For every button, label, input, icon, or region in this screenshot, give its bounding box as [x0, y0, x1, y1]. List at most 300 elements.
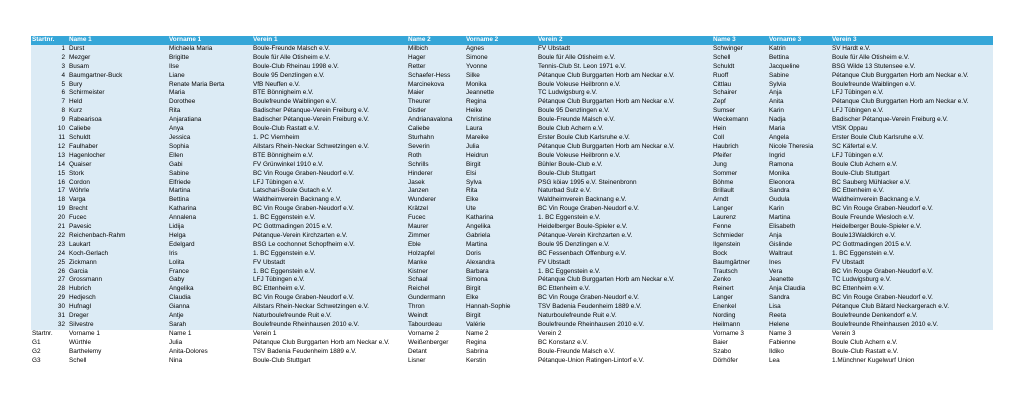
table-cell: BC Sauberg Mühlacker e.V. — [831, 179, 993, 188]
table-row — [31, 268, 993, 277]
table-cell: Pétanque-Verein Kirchzarten e.V. — [252, 232, 407, 241]
table-cell: Lea — [768, 357, 831, 366]
table-cell: Brigitte — [168, 54, 252, 63]
table-cell: Boule für Alle Ötisheim e.V. — [252, 54, 407, 63]
table-cell: Gabriela — [465, 232, 537, 241]
table-cell: Gianna — [168, 303, 252, 312]
table-cell: Schuldt — [68, 134, 168, 143]
secondary-header-row — [31, 330, 993, 339]
table-cell: Kerstin — [465, 357, 537, 366]
table-cell: Pétanque Club Burggarten Horb am Neckar e.V. — [252, 339, 407, 348]
table-cell: Rabearisoa — [68, 116, 168, 125]
table-cell: Baumgartner-Buck — [68, 72, 168, 81]
table-row — [31, 312, 993, 321]
table-cell: 1 — [31, 45, 68, 54]
table-cell: Garcia — [68, 268, 168, 277]
table-cell: Caliebe — [68, 125, 168, 134]
table-cell: Rita — [465, 187, 537, 196]
table-cell: 2 — [31, 54, 68, 63]
table-cell: Brecht — [68, 205, 168, 214]
column-header-vorname-1: Vorname 1 — [168, 36, 252, 45]
table-cell: Schrills — [407, 161, 465, 170]
table-cell: BSG Le cochonnet Schopfheim e.V. — [252, 241, 407, 250]
table-cell: LFJ Tübingen e.V. — [252, 276, 407, 285]
table-cell: Elke — [465, 196, 537, 205]
table-cell: Sturhahn — [407, 134, 465, 143]
table-cell: Böhme — [712, 179, 768, 188]
table-cell: Karin — [768, 205, 831, 214]
table-cell: BC Vin Rouge Graben-Neudorf e.V. — [831, 268, 993, 277]
table-row — [31, 63, 993, 72]
table-cell: Reichel — [407, 285, 465, 294]
table-cell: Sabine — [768, 72, 831, 81]
table-cell: Elsi — [465, 170, 537, 179]
secondary-column-header: Vorname 3 — [712, 330, 768, 339]
table-cell: Ramona — [768, 161, 831, 170]
table-cell: 22 — [31, 232, 68, 241]
table-row — [31, 303, 993, 312]
table-cell: Lidija — [168, 223, 252, 232]
table-cell: Ilgenstein — [712, 241, 768, 250]
table-cell: 25 — [31, 259, 68, 268]
table-cell: Stork — [68, 170, 168, 179]
table-cell: Boule 95 Denzlingen e.V. — [252, 72, 407, 81]
table-cell: Naturbad Sulz e.V. — [537, 187, 712, 196]
secondary-column-header: Vorname 2 — [407, 330, 465, 339]
table-cell: Hannah-Sophie — [465, 303, 537, 312]
table-cell: Pétanque-Verein Kirchzarten e.V. — [537, 232, 712, 241]
table-cell: 1. BC Eggenstein e.V. — [252, 214, 407, 223]
table-cell: Dreger — [68, 312, 168, 321]
table-cell: Hufnagl — [68, 303, 168, 312]
guest-team-row — [31, 348, 993, 357]
table-cell: Janzen — [407, 187, 465, 196]
table-cell: Ellen — [168, 152, 252, 161]
table-cell: Enenkel — [712, 303, 768, 312]
table-cell: Fabienne — [768, 339, 831, 348]
table-row — [31, 205, 993, 214]
table-cell: Lolita — [168, 259, 252, 268]
table-cell: Durst — [68, 45, 168, 54]
table-cell: Bettina — [768, 54, 831, 63]
table-cell: Anita — [768, 98, 831, 107]
table-row — [31, 294, 993, 303]
table-cell: Bock — [712, 250, 768, 259]
table-cell: Reinert — [712, 285, 768, 294]
secondary-column-header: Name 2 — [465, 330, 537, 339]
table-cell: BC Fessenbach Offenburg e.V. — [537, 250, 712, 259]
table-cell: Boulefreunde Rheinhausen 2010 e.V. — [831, 321, 993, 330]
table-cell: FV Ubstadt — [831, 259, 993, 268]
table-cell: Tabourdeau — [407, 321, 465, 330]
table-cell: Pétanque Club Burggarten Horb am Neckar e.V. — [537, 72, 712, 81]
table-cell: Severin — [407, 143, 465, 152]
table-cell: 4 — [31, 72, 68, 81]
table-cell: 1. BC Eggenstein e.V. — [537, 268, 712, 277]
table-cell: Valérie — [465, 321, 537, 330]
table-cell: Pavesic — [68, 223, 168, 232]
table-cell: Kistner — [407, 268, 465, 277]
table-cell: Pétanque Club Bätard Neckargerach e.V. — [831, 303, 993, 312]
table-cell: Baier — [712, 339, 768, 348]
table-cell: Marcinekova — [407, 81, 465, 90]
table-cell: Grossmann — [68, 276, 168, 285]
table-cell: Antje — [168, 312, 252, 321]
table-cell: Helene — [768, 321, 831, 330]
table-cell: Heidelberger Boule-Spieler e.V. — [537, 223, 712, 232]
table-cell: Ingrid — [768, 152, 831, 161]
table-cell: 1.Münchner Kugelwurf Union — [831, 357, 993, 366]
table-row — [31, 125, 993, 134]
table-cell: Koch-Gerlach — [68, 250, 168, 259]
guest-team-row — [31, 339, 993, 348]
table-cell: Waldheimverein Backnang e.V. — [831, 196, 993, 205]
table-cell: BC Ettenheim e.V. — [537, 285, 712, 294]
table-cell: FV Ubstadt — [537, 259, 712, 268]
table-cell: Yvonne — [465, 63, 537, 72]
table-cell: Caliebe — [407, 125, 465, 134]
table-cell: Roth — [407, 152, 465, 161]
table-cell: Hager — [407, 54, 465, 63]
table-cell: 1. BC Eggenstein e.V. — [537, 214, 712, 223]
table-cell: Sumser — [712, 107, 768, 116]
table-cell: Mezger — [68, 54, 168, 63]
table-cell: Schmieder — [712, 232, 768, 241]
table-cell: 8 — [31, 107, 68, 116]
table-cell: 18 — [31, 196, 68, 205]
table-cell: Martina — [168, 187, 252, 196]
table-cell: Vera — [768, 268, 831, 277]
table-cell: Zickmann — [68, 259, 168, 268]
table-cell: LFJ Tübingen e.V. — [831, 89, 993, 98]
table-row — [31, 107, 993, 116]
table-cell: Boule-Club Rheinau 1998 e.V. — [252, 63, 407, 72]
table-row — [31, 81, 993, 90]
table-cell: Liane — [168, 72, 252, 81]
table-cell: Angela — [768, 134, 831, 143]
table-cell: Pfeifer — [712, 152, 768, 161]
table-cell: Sylvia — [768, 81, 831, 90]
table-cell: Renate Maria Berta — [168, 81, 252, 90]
table-cell: Barthelemy — [68, 348, 168, 357]
table-cell: Reeta — [768, 312, 831, 321]
secondary-column-header: Verein 1 — [252, 330, 407, 339]
table-cell: 27 — [31, 276, 68, 285]
table-cell: Tennis-Club St. Leon 1971 e.V. — [537, 63, 712, 72]
table-cell: Jasek — [407, 179, 465, 188]
table-cell: Boule-Freunde Malsch e.V. — [537, 116, 712, 125]
table-cell: Boulefreunde Waiblingen e.V. — [831, 81, 993, 90]
table-cell: Laurenz — [712, 214, 768, 223]
table-cell: Simone — [465, 54, 537, 63]
table-cell: Pétanque Club Burggarten Horb am Neckar e.V. — [537, 276, 712, 285]
table-cell: Allstars Rhein-Neckar Schwetzingen e.V. — [252, 303, 407, 312]
table-cell: Brillault — [712, 187, 768, 196]
table-cell: Boule für Alle Ötisheim e.V. — [537, 54, 712, 63]
table-cell: Arndt — [712, 196, 768, 205]
table-cell: Latschari-Boule Gutach e.V. — [252, 187, 407, 196]
table-cell: Laura — [465, 125, 537, 134]
table-row — [31, 321, 993, 330]
table-cell: Anja — [768, 232, 831, 241]
table-cell: Weißenberger — [407, 339, 465, 348]
table-cell: Maria — [768, 125, 831, 134]
table-cell: Heilmann — [712, 321, 768, 330]
table-row — [31, 45, 993, 54]
table-cell: Jeanette — [768, 276, 831, 285]
table-cell: BC Vin Rouge Graben-Neudorf e.V. — [537, 294, 712, 303]
secondary-column-header: Name 1 — [168, 330, 252, 339]
table-cell: Sylva — [465, 179, 537, 188]
table-cell: Gabi — [168, 161, 252, 170]
table-cell: 21 — [31, 223, 68, 232]
table-cell: Sophia — [168, 143, 252, 152]
table-cell: 1. BC Eggenstein e.V. — [252, 268, 407, 277]
table-cell: BTE Bönnigheim e.V. — [252, 152, 407, 161]
table-cell: 3 — [31, 63, 68, 72]
table-cell: Silvestre — [68, 321, 168, 330]
table-cell: TC Ludwigsburg e.V. — [831, 276, 993, 285]
table-cell: Edelgard — [168, 241, 252, 250]
table-cell: PSG köiav 1995 e.V. Steinenbronn — [537, 179, 712, 188]
table-cell: BC Vin Rouge Graben-Neudorf e.V. — [537, 205, 712, 214]
table-cell: Badischer Pétanque-Verein Freiburg e.V. — [252, 107, 407, 116]
table-cell: Anja — [768, 89, 831, 98]
table-cell: BC Vin Rouge Graben-Neudorf e.V. — [831, 205, 993, 214]
table-cell: Ute — [465, 205, 537, 214]
table-cell: BC Vin Rouge Graben-Neudorf e.V. — [252, 170, 407, 179]
table-cell: Nadja — [768, 116, 831, 125]
table-cell: Cordon — [68, 179, 168, 188]
table-row — [31, 232, 993, 241]
table-cell: Fucec — [407, 214, 465, 223]
secondary-column-header: Verein 3 — [831, 330, 993, 339]
table-cell: 12 — [31, 143, 68, 152]
table-cell: Bühler Boule-Club e.V. — [537, 161, 712, 170]
table-cell: Gaby — [168, 276, 252, 285]
table-cell: Schell — [68, 357, 168, 366]
table-cell: Jung — [712, 161, 768, 170]
table-cell: PC Gottmadingen 2015 e.V. — [252, 223, 407, 232]
results-table — [31, 36, 993, 366]
table-cell: Manke — [407, 259, 465, 268]
table-cell: Martina — [768, 214, 831, 223]
table-cell: Boule-Club Stuttgart — [537, 170, 712, 179]
table-cell: Eleonora — [768, 179, 831, 188]
table-cell: Boulefreunde Denkendorf e.V. — [831, 312, 993, 321]
table-row — [31, 152, 993, 161]
table-cell: BTE Bönnigheim e.V. — [252, 89, 407, 98]
table-cell: France — [168, 268, 252, 277]
table-cell: Monika — [768, 170, 831, 179]
table-cell: G1 — [31, 339, 68, 348]
table-cell: Quaiser — [68, 161, 168, 170]
table-cell: Monika — [465, 81, 537, 90]
table-cell: Gudula — [768, 196, 831, 205]
table-cell: Anja Claudia — [768, 285, 831, 294]
table-cell: Dorothee — [168, 98, 252, 107]
table-cell: Hedjesch — [68, 294, 168, 303]
table-row — [31, 196, 993, 205]
table-cell: Elke — [465, 294, 537, 303]
table-cell: TSV Badenia Feudenheim 1889 e.V. — [252, 348, 407, 357]
table-cell: Milbich — [407, 45, 465, 54]
table-cell: Weindt — [407, 312, 465, 321]
table-cell: Sandra — [768, 187, 831, 196]
table-cell: TSV Badenia Feudenheim 1889 e.V. — [537, 303, 712, 312]
table-row — [31, 89, 993, 98]
table-row — [31, 98, 993, 107]
table-cell: 1. BC Eggenstein e.V. — [831, 250, 993, 259]
table-cell: Boule-Club Rastatt e.V. — [831, 348, 993, 357]
table-cell: Boule-Club Stuttgart — [252, 357, 407, 366]
table-cell: Pétanque Club Burggarten Horb am Neckar e.V. — [537, 143, 712, 152]
table-cell: Boule Club Achern e.V. — [831, 339, 993, 348]
table-cell: Karin — [768, 107, 831, 116]
table-row — [31, 285, 993, 294]
table-cell: Birgit — [465, 161, 537, 170]
table-cell: LFJ Tübingen e.V. — [831, 107, 993, 116]
table-cell: Detant — [407, 348, 465, 357]
table-cell: Varga — [68, 196, 168, 205]
table-cell: Katharina — [168, 205, 252, 214]
table-cell: Iris — [168, 250, 252, 259]
table-cell: 13 — [31, 152, 68, 161]
table-row — [31, 72, 993, 81]
table-row — [31, 241, 993, 250]
table-body — [31, 45, 993, 366]
table-cell: FV Ubstadt — [537, 45, 712, 54]
table-cell: Sabine — [168, 170, 252, 179]
table-cell: Haubrich — [712, 143, 768, 152]
table-cell: Holzapfel — [407, 250, 465, 259]
table-cell: Bury — [68, 81, 168, 90]
table-cell: Pétanque-Union Ratingen-Lintorf e.V. — [537, 357, 712, 366]
table-cell: Weckemann — [712, 116, 768, 125]
table-cell: Thron — [407, 303, 465, 312]
table-row — [31, 259, 993, 268]
table-cell: Kurz — [68, 107, 168, 116]
table-cell: Szabo — [712, 348, 768, 357]
table-cell: 17 — [31, 187, 68, 196]
table-cell: Rita — [168, 107, 252, 116]
table-cell: Ruoff — [712, 72, 768, 81]
table-cell: Angelika — [465, 223, 537, 232]
table-cell: Held — [68, 98, 168, 107]
table-cell: Langer — [712, 294, 768, 303]
table-row — [31, 134, 993, 143]
table-cell: Baumgärtner — [712, 259, 768, 268]
table-cell: Boule-Club Rastatt e.V. — [252, 125, 407, 134]
table-cell: Doris — [465, 250, 537, 259]
table-cell: Erster Boule Club Karlsruhe e.V. — [537, 134, 712, 143]
table-cell: Zenko — [712, 276, 768, 285]
table-cell: 1. BC Eggenstein e.V. — [252, 250, 407, 259]
table-cell: Katharina — [465, 214, 537, 223]
table-cell: FV Ubstadt — [252, 259, 407, 268]
table-cell: Hubrich — [68, 285, 168, 294]
table-cell: Anita-Dolores — [168, 348, 252, 357]
table-cell: Waltraut — [768, 250, 831, 259]
table-cell: Wunderer — [407, 196, 465, 205]
table-cell: Ilse — [168, 63, 252, 72]
table-cell: Faulhaber — [68, 143, 168, 152]
table-cell: Michaela Maria — [168, 45, 252, 54]
secondary-column-header: Startnr. — [31, 330, 68, 339]
table-cell: Heike — [465, 107, 537, 116]
table-cell: Agnes — [465, 45, 537, 54]
table-cell: Pétanque Club Burggarten Horb am Neckar e.V. — [831, 72, 993, 81]
table-row — [31, 54, 993, 63]
table-cell: Dörhöfer — [712, 357, 768, 366]
table-cell: 28 — [31, 285, 68, 294]
table-cell: Distler — [407, 107, 465, 116]
table-cell: BC Ettenheim e.V. — [831, 187, 993, 196]
table-cell: 24 — [31, 250, 68, 259]
table-cell: Pétanque Club Burggarten Horb am Neckar e.V. — [831, 98, 993, 107]
table-cell: Allstars Rhein-Neckar Schwetzingen e.V. — [252, 143, 407, 152]
table-cell: Bettina — [168, 196, 252, 205]
table-cell: Birgit — [465, 312, 537, 321]
table-cell: BC Vin Rouge Graben-Neudorf e.V. — [252, 294, 407, 303]
table-cell: Hinderer — [407, 170, 465, 179]
table-cell: Coll — [712, 134, 768, 143]
table-cell: Ildiko — [768, 348, 831, 357]
table-cell: Birgit — [465, 285, 537, 294]
table-cell: Barbara — [465, 268, 537, 277]
table-cell: Fenne — [712, 223, 768, 232]
table-cell: Angelika — [168, 285, 252, 294]
table-cell: Nina — [168, 357, 252, 366]
table-cell: Sarah — [168, 321, 252, 330]
table-cell: Eble — [407, 241, 465, 250]
table-cell: Schirmeister — [68, 89, 168, 98]
table-cell: BC Ettenheim e.V. — [252, 285, 407, 294]
secondary-column-header: Vorname 1 — [68, 330, 168, 339]
table-cell: 20 — [31, 214, 68, 223]
table-cell: Boule 95 Denzlingen e.V. — [537, 107, 712, 116]
table-cell: Simona — [465, 276, 537, 285]
table-cell: BC Ettenheim e.V. — [831, 285, 993, 294]
table-cell: Waldheimverein Backnang e.V. — [537, 196, 712, 205]
table-row — [31, 170, 993, 179]
table-cell: Gislinde — [768, 241, 831, 250]
table-cell: Retter — [407, 63, 465, 72]
table-cell: Alexandra — [465, 259, 537, 268]
table-cell: SV Hardt e.V. — [831, 45, 993, 54]
table-cell: Elisabeth — [768, 223, 831, 232]
table-cell: Maier — [407, 89, 465, 98]
secondary-column-header: Name 3 — [768, 330, 831, 339]
table-cell: 15 — [31, 170, 68, 179]
table-cell: 5 — [31, 81, 68, 90]
table-cell: Heidrun — [465, 152, 537, 161]
table-cell: Boulefreunde Rheinhausen 2010 e.V. — [537, 321, 712, 330]
table-cell: Langer — [712, 205, 768, 214]
table-cell: Boule13Waldkirch e.V. — [831, 232, 993, 241]
table-cell: Boule Voleuse Heilbronn e.V. — [537, 152, 712, 161]
table-cell: Cittlau — [712, 81, 768, 90]
table-cell: 1. PC Viernheim — [252, 134, 407, 143]
table-row — [31, 161, 993, 170]
table-cell: Pétanque Club Burggarten Horb am Neckar e.V. — [537, 98, 712, 107]
table-cell: Nicole Theresia — [768, 143, 831, 152]
table-row — [31, 143, 993, 152]
table-cell: Heidelberger Boule-Spieler e.V. — [831, 223, 993, 232]
table-cell: 19 — [31, 205, 68, 214]
table-cell: Reichenbach-Rahm — [68, 232, 168, 241]
table-cell: Schaefer-Hess — [407, 72, 465, 81]
